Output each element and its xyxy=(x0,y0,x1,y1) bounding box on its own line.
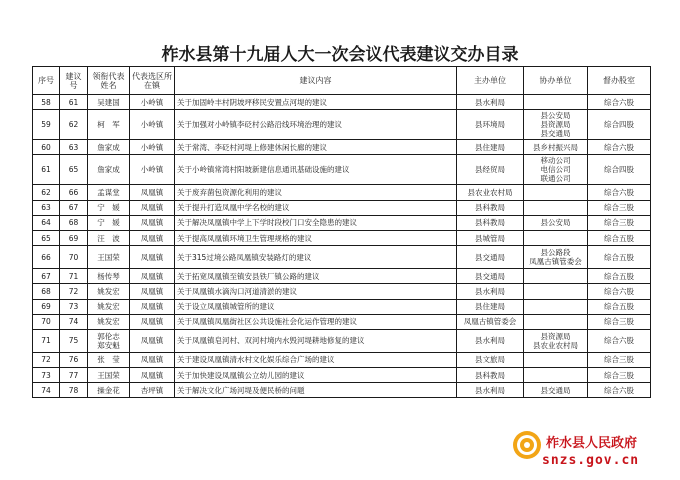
row-proposal-number: 66 xyxy=(60,185,88,200)
row-index: 67 xyxy=(33,269,60,284)
row-lead-delegate: 詹家成 xyxy=(88,140,130,155)
table-row xyxy=(33,383,651,398)
row-supervising-office: 综合三股 xyxy=(588,314,651,329)
header-proposal-number: 建议号 xyxy=(60,67,88,95)
row-index: 62 xyxy=(33,185,60,200)
table-row xyxy=(33,230,651,245)
row-lead-delegate: 杨传琴 xyxy=(88,269,130,284)
table-row xyxy=(33,329,651,352)
row-host-unit: 县住建局 xyxy=(457,140,524,155)
row-index: 61 xyxy=(33,155,60,185)
row-supervising-office: 综合五股 xyxy=(588,246,651,269)
row-supervising-office: 综合五股 xyxy=(588,230,651,245)
row-index: 73 xyxy=(33,368,60,383)
row-proposal-number: 72 xyxy=(60,284,88,299)
row-content: 关于常湾、李砭村河堤上修建休闲长廊的建议 xyxy=(175,140,457,155)
row-co-unit xyxy=(524,230,588,245)
row-district-town: 小岭镇 xyxy=(130,155,175,185)
row-lead-delegate: 姚发宏 xyxy=(88,284,130,299)
row-proposal-number: 68 xyxy=(60,215,88,230)
row-co-unit: 移动公司 电信公司 联通公司 xyxy=(524,155,588,185)
row-proposal-number: 78 xyxy=(60,383,88,398)
row-supervising-office: 综合六股 xyxy=(588,383,651,398)
row-lead-delegate: 柯 军 xyxy=(88,110,130,140)
header-supervising-office: 督办股室 xyxy=(588,67,651,95)
government-seal-icon xyxy=(512,430,542,460)
row-index: 68 xyxy=(33,284,60,299)
row-host-unit: 县农业农村局 xyxy=(457,185,524,200)
row-host-unit: 县水利局 xyxy=(457,383,524,398)
row-district-town: 小岭镇 xyxy=(130,95,175,110)
header-host-unit: 主办单位 xyxy=(457,67,524,95)
row-proposal-number: 63 xyxy=(60,140,88,155)
row-district-town: 杏坪镇 xyxy=(130,383,175,398)
row-supervising-office: 综合三股 xyxy=(588,200,651,215)
row-host-unit: 县科教局 xyxy=(457,368,524,383)
table-row xyxy=(33,155,651,185)
row-host-unit: 凤凰古镇管委会 xyxy=(457,314,524,329)
row-content: 关于建设凤凰镇清水村文化娱乐综合广场的建议 xyxy=(175,352,457,367)
row-lead-delegate: 张 莹 xyxy=(88,352,130,367)
row-proposal-number: 65 xyxy=(60,155,88,185)
row-proposal-number: 74 xyxy=(60,314,88,329)
row-proposal-number: 71 xyxy=(60,269,88,284)
row-lead-delegate: 姚发宏 xyxy=(88,299,130,314)
row-supervising-office: 综合三股 xyxy=(588,352,651,367)
row-supervising-office: 综合六股 xyxy=(588,140,651,155)
row-host-unit: 县文旅局 xyxy=(457,352,524,367)
row-content: 关于凤凰镇皂河村、双河村境内水毁河堤耕地修复的建议 xyxy=(175,329,457,352)
row-district-town: 小岭镇 xyxy=(130,110,175,140)
row-proposal-number: 76 xyxy=(60,352,88,367)
table-row xyxy=(33,352,651,367)
row-district-town: 小岭镇 xyxy=(130,140,175,155)
table-row xyxy=(33,314,651,329)
table-row xyxy=(33,299,651,314)
watermark-name: 柞水县人民政府 xyxy=(546,436,638,451)
table-row xyxy=(33,246,651,269)
row-lead-delegate: 操金花 xyxy=(88,383,130,398)
row-district-town: 凤凰镇 xyxy=(130,368,175,383)
government-watermark xyxy=(512,430,680,480)
row-supervising-office: 综合六股 xyxy=(588,284,651,299)
row-supervising-office: 综合六股 xyxy=(588,185,651,200)
table-row xyxy=(33,215,651,230)
row-lead-delegate: 郭伦志 郑安魁 xyxy=(88,329,130,352)
row-host-unit: 县科教局 xyxy=(457,215,524,230)
row-host-unit: 县水利局 xyxy=(457,329,524,352)
row-district-town: 凤凰镇 xyxy=(130,352,175,367)
row-content: 关于废弃菌包资源化利用的建议 xyxy=(175,185,457,200)
row-index: 64 xyxy=(33,215,60,230)
row-index: 71 xyxy=(33,329,60,352)
row-co-unit: 县公安局 xyxy=(524,215,588,230)
row-district-town: 凤凰镇 xyxy=(130,314,175,329)
row-district-town: 凤凰镇 xyxy=(130,230,175,245)
table-row xyxy=(33,269,651,284)
row-district-town: 凤凰镇 xyxy=(130,269,175,284)
row-content: 关于拓宽凤凰镇至镇安县铁厂镇公路的建议 xyxy=(175,269,457,284)
row-content: 关于提高凤凰镇环境卫生管理规格的建议 xyxy=(175,230,457,245)
row-content: 关于加固岭丰村阴坡坪移民安置点河堤的建议 xyxy=(175,95,457,110)
row-lead-delegate: 宁 媛 xyxy=(88,200,130,215)
row-district-town: 凤凰镇 xyxy=(130,299,175,314)
row-index: 58 xyxy=(33,95,60,110)
table-row xyxy=(33,95,651,110)
document-title: 柞水县第十九届人大一次会议代表建议交办目录 xyxy=(161,45,519,65)
table-row xyxy=(33,140,651,155)
row-content: 关于解决凤凰镇中学上下学时段校门口安全隐患的建议 xyxy=(175,215,457,230)
row-content: 关于凤凰镇水滴沟口河道清淤的建议 xyxy=(175,284,457,299)
watermark-url: snzs.gov.cn xyxy=(542,453,640,468)
row-lead-delegate: 汪 波 xyxy=(88,230,130,245)
row-co-unit: 县乡村振兴局 xyxy=(524,140,588,155)
row-supervising-office: 综合六股 xyxy=(588,95,651,110)
row-proposal-number: 67 xyxy=(60,200,88,215)
row-host-unit: 县住建局 xyxy=(457,299,524,314)
row-co-unit xyxy=(524,200,588,215)
row-host-unit: 县水利局 xyxy=(457,95,524,110)
table-row xyxy=(33,185,651,200)
row-host-unit: 县经贸局 xyxy=(457,155,524,185)
row-co-unit xyxy=(524,352,588,367)
row-district-town: 凤凰镇 xyxy=(130,200,175,215)
row-co-unit xyxy=(524,314,588,329)
row-host-unit: 县交通局 xyxy=(457,246,524,269)
row-content: 关于315过境公路凤凰镇安装路灯的建议 xyxy=(175,246,457,269)
row-district-town: 凤凰镇 xyxy=(130,284,175,299)
row-supervising-office: 综合四股 xyxy=(588,155,651,185)
row-co-unit xyxy=(524,299,588,314)
row-index: 60 xyxy=(33,140,60,155)
row-co-unit xyxy=(524,269,588,284)
header-lead-delegate: 领衔代表姓名 xyxy=(88,67,130,95)
row-host-unit: 县水利局 xyxy=(457,284,524,299)
header-district-town: 代表选区所在镇 xyxy=(130,67,175,95)
header-index: 序号 xyxy=(33,67,60,95)
row-index: 66 xyxy=(33,246,60,269)
row-co-unit: 县公安局 县资源局 县交通局 xyxy=(524,110,588,140)
table-row xyxy=(33,110,651,140)
row-supervising-office: 综合五股 xyxy=(588,299,651,314)
row-content: 关于加强对小岭镇李砭村公路沿线环境治理的建议 xyxy=(175,110,457,140)
row-supervising-office: 综合三股 xyxy=(588,368,651,383)
row-co-unit: 县资源局 县农业农村局 xyxy=(524,329,588,352)
header-co-unit: 协办单位 xyxy=(524,67,588,95)
row-host-unit: 县城管局 xyxy=(457,230,524,245)
table-row xyxy=(33,284,651,299)
row-district-town: 凤凰镇 xyxy=(130,185,175,200)
proposal-table xyxy=(32,66,651,398)
row-proposal-number: 61 xyxy=(60,95,88,110)
row-proposal-number: 69 xyxy=(60,230,88,245)
row-co-unit: 县交通局 xyxy=(524,383,588,398)
row-content: 关于加快建设凤凰镇公立幼儿园的建议 xyxy=(175,368,457,383)
row-index: 65 xyxy=(33,230,60,245)
row-lead-delegate: 姚发宏 xyxy=(88,314,130,329)
row-lead-delegate: 王国荣 xyxy=(88,246,130,269)
row-lead-delegate: 吴建国 xyxy=(88,95,130,110)
row-district-town: 凤凰镇 xyxy=(130,329,175,352)
row-index: 63 xyxy=(33,200,60,215)
row-proposal-number: 62 xyxy=(60,110,88,140)
row-district-town: 凤凰镇 xyxy=(130,246,175,269)
row-content: 关于提升打造凤凰中学名校的建议 xyxy=(175,200,457,215)
row-lead-delegate: 孟谋堂 xyxy=(88,185,130,200)
row-co-unit xyxy=(524,284,588,299)
row-content: 关于凤凰镇凤凰街社区公共设施社会化运作管理的建议 xyxy=(175,314,457,329)
row-supervising-office: 综合六股 xyxy=(588,329,651,352)
row-supervising-office: 综合五股 xyxy=(588,269,651,284)
row-supervising-office: 综合四股 xyxy=(588,110,651,140)
row-content: 关于设立凤凰镇城管所的建议 xyxy=(175,299,457,314)
header-content: 建议内容 xyxy=(175,67,457,95)
row-supervising-office: 综合三股 xyxy=(588,215,651,230)
row-content: 关于解决文化广场河堤及便民桥的问题 xyxy=(175,383,457,398)
row-index: 70 xyxy=(33,314,60,329)
row-index: 59 xyxy=(33,110,60,140)
table-header-row xyxy=(33,67,651,95)
row-host-unit: 县环境局 xyxy=(457,110,524,140)
row-content: 关于小岭镇常湾村阳坡新建信息通讯基础设施的建议 xyxy=(175,155,457,185)
row-co-unit xyxy=(524,368,588,383)
row-host-unit: 县科教局 xyxy=(457,200,524,215)
row-lead-delegate: 宁 媛 xyxy=(88,215,130,230)
row-index: 72 xyxy=(33,352,60,367)
row-co-unit xyxy=(524,95,588,110)
row-lead-delegate: 王国荣 xyxy=(88,368,130,383)
row-proposal-number: 73 xyxy=(60,299,88,314)
row-proposal-number: 70 xyxy=(60,246,88,269)
row-proposal-number: 75 xyxy=(60,329,88,352)
row-co-unit xyxy=(524,185,588,200)
row-index: 74 xyxy=(33,383,60,398)
row-co-unit: 县公路段 凤凰古镇管委会 xyxy=(524,246,588,269)
row-host-unit: 县交通局 xyxy=(457,269,524,284)
table-row xyxy=(33,368,651,383)
row-proposal-number: 77 xyxy=(60,368,88,383)
row-district-town: 凤凰镇 xyxy=(130,215,175,230)
row-index: 69 xyxy=(33,299,60,314)
table-row xyxy=(33,200,651,215)
row-lead-delegate: 詹家成 xyxy=(88,155,130,185)
